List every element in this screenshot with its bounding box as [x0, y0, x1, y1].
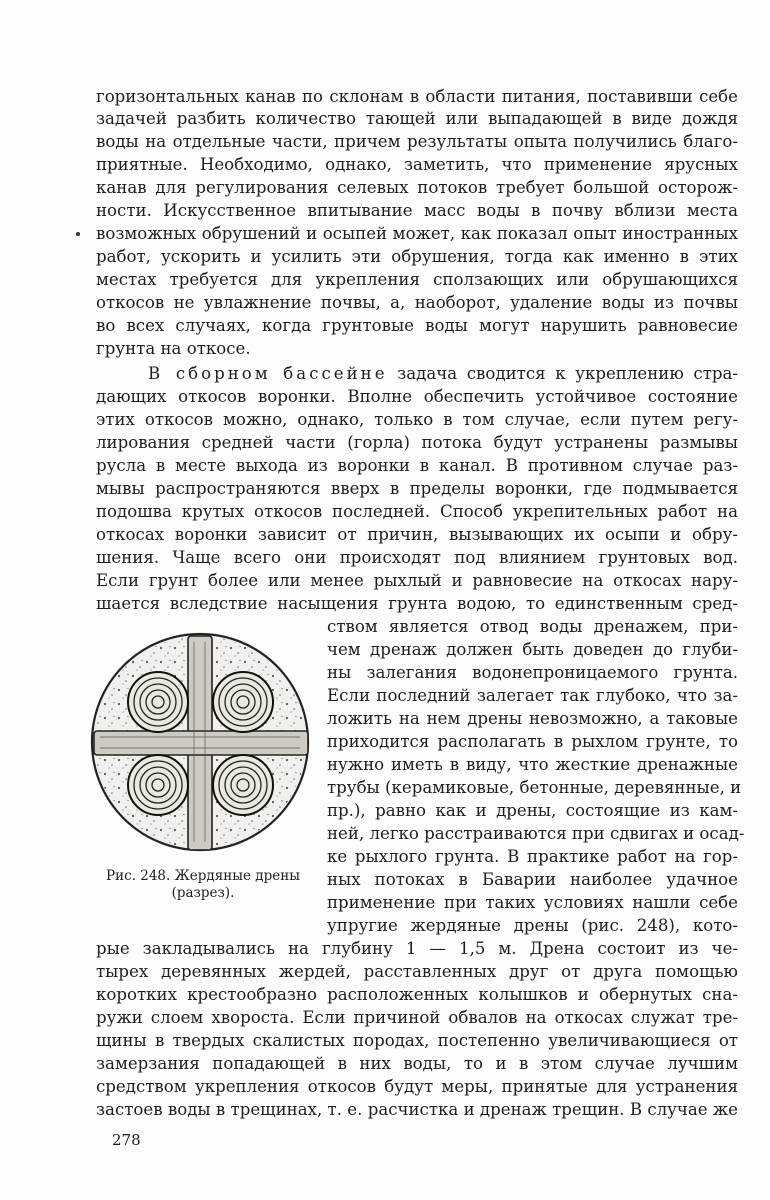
- text-line: лирования средней части (горла) потока будут устранены размывы: [96, 433, 738, 452]
- pole-top-left: [128, 672, 188, 732]
- text-line: мывы распространяются вверх в пределы воронки, где подмывается: [96, 479, 738, 498]
- text-line: ложить на нем дрены невозможно, а таковые: [327, 709, 738, 728]
- text-line: канав для регулирования селевых потоков требует большой осторож-: [96, 178, 738, 197]
- text-line: ством является отвод воды дренажем, при-: [327, 617, 738, 636]
- spaced-term: В сборном бассейне: [148, 364, 388, 383]
- pole-drain-cross-section-figure: [88, 630, 313, 855]
- caption-subtitle: (разрез).: [171, 885, 235, 901]
- page-number: 278: [112, 1131, 141, 1149]
- text-line: применение при таких условиях нашли себе: [327, 893, 738, 912]
- caption-title: Рис. 248. Жердяные дрены: [106, 868, 300, 884]
- text-line: щины в твердых скалистых породах, постепенно увеличивающиеся от: [96, 1031, 738, 1050]
- text-line: задачей разбить количество тающей или выпадающей в виде дождя: [96, 109, 738, 128]
- text-line: ных потоках в Баварии наиболее удачное: [327, 870, 738, 889]
- text-line: грунта на откосе.: [96, 339, 251, 358]
- text-line: откосах воронки зависит от причин, вызывающих их осыпи и обру-: [96, 525, 738, 544]
- text-line: застоев воды в трещинах, т. е. расчистка и дренаж трещин. В случае же: [96, 1100, 738, 1119]
- text-line: коротких крестообразно расположенных колышков и обернутых сна-: [96, 985, 738, 1004]
- text-line: средством укрепления откосов будут меры, принятые для устранения: [96, 1077, 738, 1096]
- text-line: нужно иметь в виду, что жесткие дренажные: [327, 755, 738, 774]
- margin-mark: [76, 232, 80, 236]
- text-line: упругие жердяные дрены (рис. 248), кото-: [327, 916, 738, 935]
- text-line: шения. Чаще всего они происходят под влиянием грунтовых вод.: [96, 548, 738, 567]
- paragraph-lead-line: [148, 363, 738, 385]
- text-line: приятные. Необходимо, однако, заметить, что применение ярусных: [96, 155, 738, 174]
- text-line: русла в месте выхода из воронки в канал. В противном случае раз-: [96, 456, 738, 475]
- text-line: дающих откосов воронки. Вполне обеспечить устойчивое состояние: [96, 387, 738, 406]
- text-line: откосов не увлажнение почвы, а, наоборот, удаление воды из почвы: [96, 293, 738, 312]
- pole-bottom-left: [128, 755, 188, 815]
- text-line: местах требуется для укрепления сползающих или обрушающихся: [96, 270, 738, 289]
- text-line: чем дренаж должен быть доведен до глуби-: [327, 640, 738, 659]
- text-line: подошва крутых откосов последней. Способ укрепительных работ на: [96, 502, 738, 521]
- text-line: ружи слоем хвороста. Если причиной обвалов на откосах служат тре-: [96, 1008, 738, 1027]
- lead-text: задача сводится к укреплению стра-: [397, 364, 738, 383]
- text-line: Если последний залегает так глубоко, что за-: [327, 686, 738, 705]
- text-line: во всех случаях, когда грунтовые воды могут нарушить равновесие: [96, 316, 738, 335]
- text-line: воды на отдельные части, причем результаты опыта получились благо-: [96, 132, 738, 151]
- pole-top-right: [213, 672, 273, 732]
- text-line: замерзания попадающей в них воды, то и в этом случае лучшим: [96, 1054, 738, 1073]
- text-line: этих откосов можно, однако, только в том случае, если путем регу-: [96, 410, 738, 429]
- text-line: ны залегания водонепроницаемого грунта.: [327, 663, 738, 682]
- text-line: приходится располагать в рыхлом грунте, то: [327, 732, 738, 751]
- figure-caption: [96, 868, 310, 902]
- text-line: пр.), равно как и дрены, состоящие из кам-: [327, 801, 738, 820]
- pole-bottom-right: [213, 755, 273, 815]
- text-line: возможных обрушений и осыпей может, как показал опыт иностранных: [96, 224, 738, 243]
- text-line: шается вследствие насыщения грунта водою, то единственным сред-: [96, 594, 738, 613]
- text-line: рые закладывались на глубину 1 — 1,5 м. Дрена состоит из че-: [96, 939, 738, 958]
- text-line: ке рыхлого грунта. В практике работ на гор-: [327, 847, 738, 866]
- text-line: Если грунт более или менее рыхлый и равновесие на откосах нару-: [96, 571, 738, 590]
- horizontal-stake: [94, 731, 308, 755]
- text-line: ности. Искусственное впитывание масс воды в почву вблизи места: [96, 201, 738, 220]
- text-line: работ, ускорить и усилить эти обрушения, тогда как именно в этих: [96, 247, 738, 266]
- text-line: тырех деревянных жердей, расставленных друг от друга помощью: [96, 962, 738, 981]
- text-line: горизонтальных канав по склонам в области питания, поставивши себе: [96, 87, 738, 106]
- text-line: трубы (керамиковые, бетонные, деревянные, и: [327, 778, 742, 797]
- text-line: ней, легко расстраиваются при сдвигах и осад-: [327, 824, 745, 843]
